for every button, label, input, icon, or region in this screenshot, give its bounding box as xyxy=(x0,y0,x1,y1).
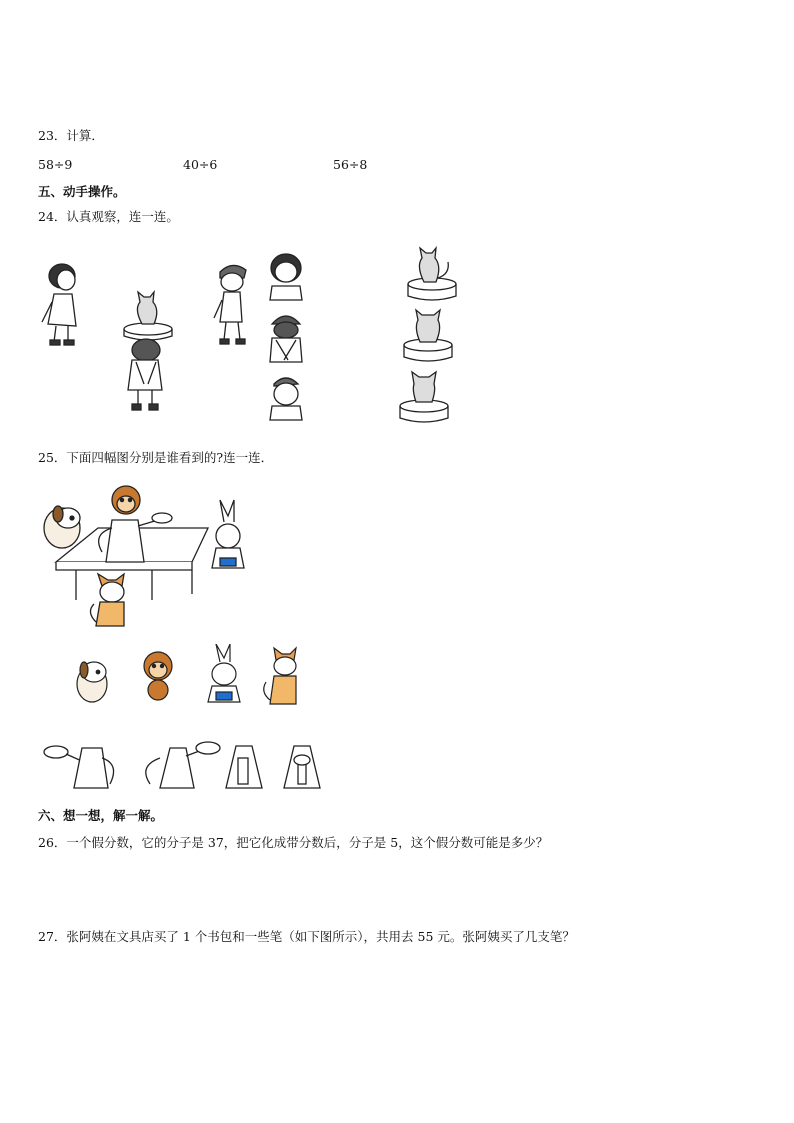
q23-expr-3: 56÷8 xyxy=(333,157,368,172)
girl-side-figure xyxy=(42,264,76,345)
boy-front-view xyxy=(270,378,302,420)
q25-scene-figure xyxy=(40,482,330,632)
section-6-heading: 六、想一想，解一解。 xyxy=(38,808,164,823)
q25-label: 25．下面四幅图分别是谁看到的?连一连． xyxy=(38,450,274,465)
view-2-shape xyxy=(146,742,220,788)
dog-option-icon xyxy=(77,662,107,702)
q24-label: 24．认真观察，连一连。 xyxy=(38,209,179,224)
cat-view-2 xyxy=(404,310,452,361)
q25-animals-row xyxy=(70,644,310,708)
q23-label: 23．计算． xyxy=(38,128,104,143)
monkey-option-icon xyxy=(144,652,172,700)
view-4-shape xyxy=(284,746,320,788)
boy-side-figure xyxy=(214,265,246,344)
rabbit-icon xyxy=(212,500,244,568)
q24-figure xyxy=(36,244,476,429)
monkey-icon xyxy=(112,486,140,514)
cat-option-icon xyxy=(264,648,296,704)
q23-expr-2: 40÷6 xyxy=(183,157,218,172)
q27-label: 27．张阿姨在文具店买了 1 个书包和一些笔（如下图所示），共用去 55 元。张阿姨买了几支笔？ xyxy=(38,929,575,944)
view-1-shape xyxy=(44,746,114,788)
cat-view-3 xyxy=(400,372,448,422)
q26-label: 26．一个假分数，它的分子是 37，把它化成带分数后，分子是 5，这个假分数可能是多少？ xyxy=(38,835,549,850)
cat-view-1 xyxy=(408,248,456,300)
girl-face-view xyxy=(270,254,302,300)
child-back-figure xyxy=(128,339,162,410)
dog-icon xyxy=(44,506,80,548)
boy-back-view xyxy=(270,316,302,362)
q25-views-row xyxy=(40,738,330,794)
view-3-shape xyxy=(226,746,262,788)
section-5-heading: 五、动手操作。 xyxy=(38,184,126,199)
cat-icon xyxy=(90,574,124,626)
q23-expr-1: 58÷9 xyxy=(38,157,73,172)
cat-on-pedestal xyxy=(124,292,172,340)
rabbit-option-icon xyxy=(208,644,240,702)
